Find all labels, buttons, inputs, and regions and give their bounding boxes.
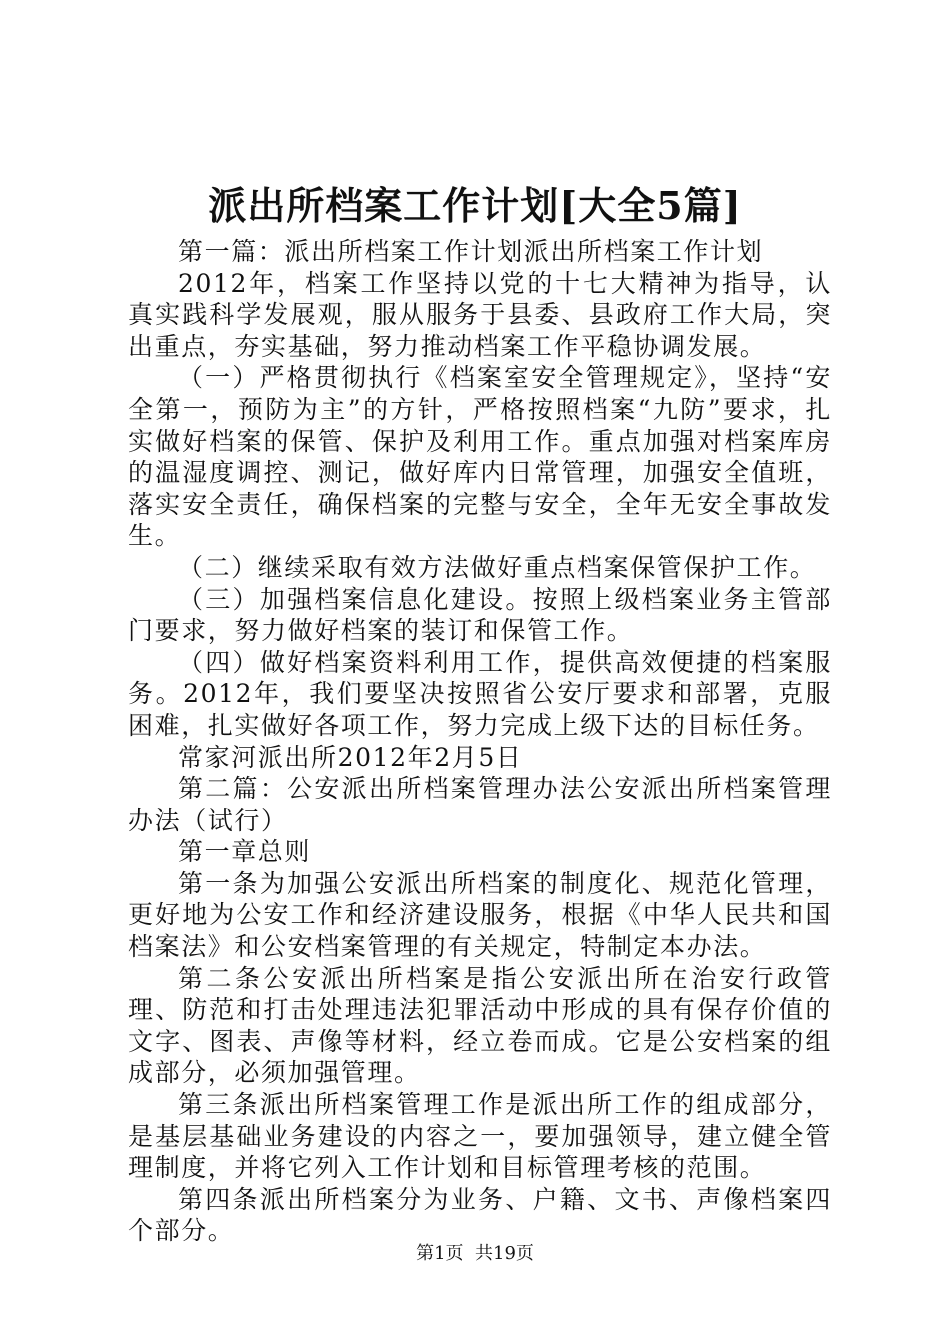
chapter-heading: 第一章总则 xyxy=(178,837,312,867)
page-number: 第1页 xyxy=(416,1243,464,1264)
page-footer xyxy=(0,1242,950,1266)
paragraph-10: 第一条为加强公安派出所档案的制度化、规范化管理，更好地为公安工作和经济建设服务，根据《中华人民共和国档案法》和公安档案管理的有关规定，特制定本办法。 xyxy=(128,868,832,962)
signature-line: 常家河派出所2012年2月5日 xyxy=(178,742,523,772)
paragraph-4: （二）继续采取有效方法做好重点档案保管保护工作。 xyxy=(178,552,817,582)
paragraph-6: （四）做好档案资料利用工作，提供高效便捷的档案服务。2012年，我们要坚决按照省公安厅要求和部署，克服困难，扎实做好各项工作，努力完成上级下达的目标任务。 xyxy=(128,647,832,740)
paragraph-12: 第三条派出所档案管理工作是派出所工作的组成部分，是基层基础业务建设的内容之一，要加强领导，建立健全管理制度，并将它列入工作计划和目标管理考核的范围。 xyxy=(128,1090,832,1183)
paragraph-5: （三）加强档案信息化建设。按照上级档案业务主管部门要求，努力做好档案的装订和保管工作。 xyxy=(128,584,832,646)
paragraph-13: 第四条派出所档案分为业务、户籍、文书、声像档案四个部分。 xyxy=(128,1184,832,1246)
paragraph-2: 2012年，档案工作坚持以党的十七大精神为指导，认真实践科学发展观，服从服务于县委、县政府工作大局，突出重点，夯实基础，努力推动档案工作平稳协调发展。 xyxy=(128,268,832,361)
page-total: 共19页 xyxy=(475,1243,534,1264)
paragraph-8: 第二篇：公安派出所档案管理办法公安派出所档案管理办法（试行） xyxy=(128,774,832,835)
paragraph-11: 第二条公安派出所档案是指公安派出所在治安行政管理、防范和打击处理违法犯罪活动中形成的具有保存价值的文字、图表、声像等材料，经立卷而成。它是公安档案的组成部分，必须加强管理。 xyxy=(128,963,832,1088)
document-body xyxy=(128,236,832,1247)
document-title: 派出所档案工作计划[大全5篇] xyxy=(208,183,742,228)
paragraph-3: （一）严格贯彻执行《档案室安全管理规定》，坚持“安全第一，预防为主”的方针，严格按照档案“九防”要求，扎实做好档案的保管、保护及利用工作。重点加强对档案库房的温湿度调控、测记，做好库内日常管理，加强安全值班，落实安全责任，确保档案的完整与安全，全年无安全事故发生。 xyxy=(128,363,832,551)
paragraph-1: 第一篇：派出所档案工作计划派出所档案工作计划 xyxy=(178,237,764,266)
